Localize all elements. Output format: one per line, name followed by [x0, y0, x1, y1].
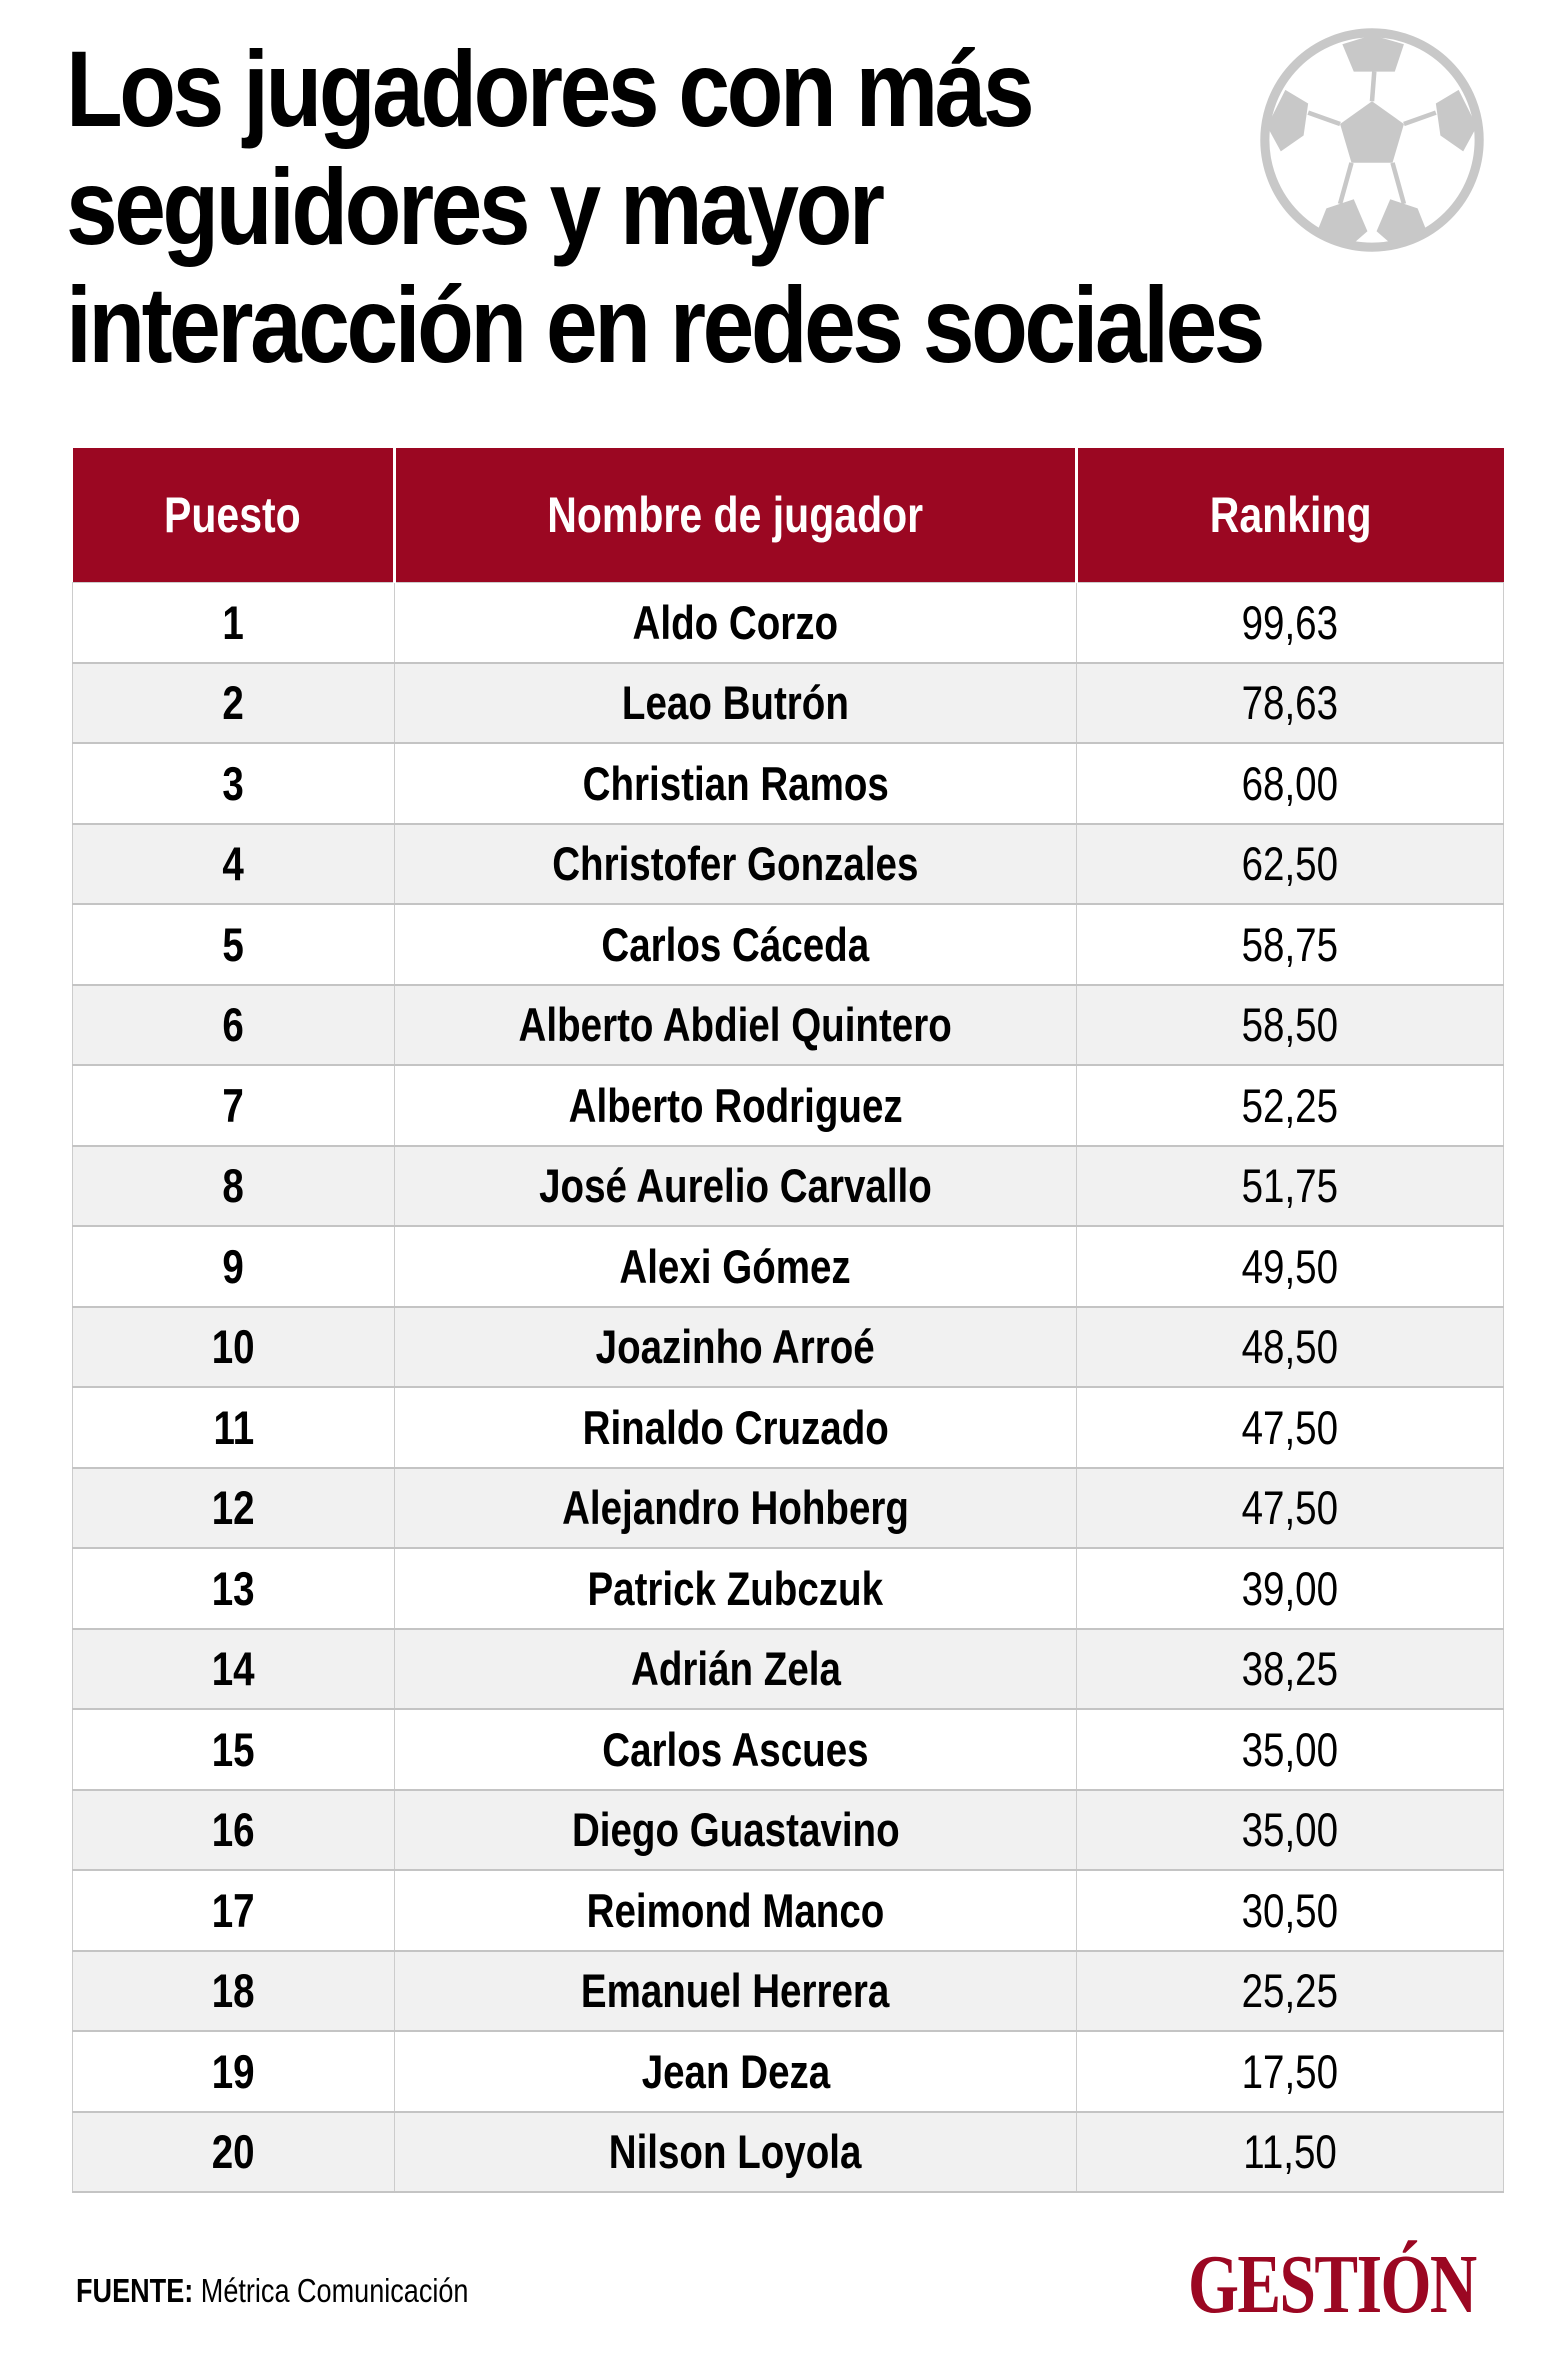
- position-cell: 7: [73, 1065, 395, 1146]
- table-row: [73, 583, 1504, 663]
- player-name-cell: Aldo Corzo: [395, 583, 1077, 663]
- ranking-cell: 58,75: [1077, 904, 1504, 985]
- table-row: [73, 2031, 1504, 2112]
- ranking-cell: 35,00: [1077, 1709, 1504, 1790]
- player-name-cell: Leao Butrón: [395, 663, 1077, 744]
- player-name-cell: Emanuel Herrera: [395, 1951, 1077, 2032]
- table-row: [73, 904, 1504, 985]
- soccer-ball-icon: [1258, 26, 1486, 254]
- page-title: [66, 30, 1266, 384]
- position-cell: 11: [73, 1387, 395, 1468]
- player-name-cell: Patrick Zubczuk: [395, 1548, 1077, 1629]
- table-row: [73, 663, 1504, 744]
- ranking-cell: 78,63: [1077, 663, 1504, 744]
- ranking-cell: 49,50: [1077, 1226, 1504, 1307]
- ranking-cell: 68,00: [1077, 743, 1504, 824]
- ranking-cell: 51,75: [1077, 1146, 1504, 1227]
- table-row: [73, 985, 1504, 1066]
- position-cell: 13: [73, 1548, 395, 1629]
- position-cell: 2: [73, 663, 395, 744]
- position-cell: 12: [73, 1468, 395, 1549]
- table-row: [73, 1065, 1504, 1146]
- table-row: [73, 1629, 1504, 1710]
- table-row: [73, 1226, 1504, 1307]
- table-row: [73, 1468, 1504, 1549]
- position-cell: 17: [73, 1870, 395, 1951]
- ranking-cell: 47,50: [1077, 1387, 1504, 1468]
- ranking-cell: 47,50: [1077, 1468, 1504, 1549]
- column-header-puesto: Puesto: [73, 448, 395, 583]
- table-row: [73, 743, 1504, 824]
- position-cell: 6: [73, 985, 395, 1066]
- ranking-cell: 99,63: [1077, 583, 1504, 663]
- table-row: [73, 824, 1504, 905]
- source-text: Métrica Comunicación: [200, 2272, 469, 2309]
- position-cell: 18: [73, 1951, 395, 2032]
- position-cell: 8: [73, 1146, 395, 1227]
- table-row: [73, 1387, 1504, 1468]
- ranking-cell: 62,50: [1077, 824, 1504, 905]
- position-cell: 9: [73, 1226, 395, 1307]
- ranking-cell: 52,25: [1077, 1065, 1504, 1146]
- player-name-cell: Christian Ramos: [395, 743, 1077, 824]
- player-name-cell: Jean Deza: [395, 2031, 1077, 2112]
- table-row: [73, 1307, 1504, 1388]
- player-name-cell: Alberto Abdiel Quintero: [395, 985, 1077, 1066]
- column-header-nombre: Nombre de jugador: [395, 448, 1077, 583]
- player-name-cell: Carlos Cáceda: [395, 904, 1077, 985]
- table-row: [73, 1709, 1504, 1790]
- ranking-cell: 25,25: [1077, 1951, 1504, 2032]
- table-row: [73, 1146, 1504, 1227]
- ranking-cell: 48,50: [1077, 1307, 1504, 1388]
- position-cell: 15: [73, 1709, 395, 1790]
- table-row: [73, 2112, 1504, 2193]
- player-name-cell: Nilson Loyola: [395, 2112, 1077, 2193]
- table-row: [73, 1951, 1504, 2032]
- table-header-row: [73, 448, 1504, 583]
- position-cell: 19: [73, 2031, 395, 2112]
- position-cell: 10: [73, 1307, 395, 1388]
- position-cell: 5: [73, 904, 395, 985]
- ranking-cell: 38,25: [1077, 1629, 1504, 1710]
- ranking-cell: 35,00: [1077, 1790, 1504, 1871]
- source-label: FUENTE:: [76, 2272, 194, 2309]
- player-name-cell: Alberto Rodriguez: [395, 1065, 1077, 1146]
- player-name-cell: Diego Guastavino: [395, 1790, 1077, 1871]
- ranking-cell: 30,50: [1077, 1870, 1504, 1951]
- player-name-cell: Alexi Gómez: [395, 1226, 1077, 1307]
- ranking-table: [72, 448, 1504, 2193]
- player-name-cell: Adrián Zela: [395, 1629, 1077, 1710]
- title-line: Los jugadores con más: [66, 28, 1032, 149]
- table-row: [73, 1870, 1504, 1951]
- position-cell: 16: [73, 1790, 395, 1871]
- ranking-cell: 58,50: [1077, 985, 1504, 1066]
- table-row: [73, 1790, 1504, 1871]
- title-line: interacción en redes sociales: [66, 264, 1263, 385]
- source-note: [76, 2272, 555, 2310]
- player-name-cell: José Aurelio Carvallo: [395, 1146, 1077, 1227]
- title-line: seguidores y mayor: [66, 146, 882, 267]
- ranking-cell: 11,50: [1077, 2112, 1504, 2193]
- player-name-cell: Rinaldo Cruzado: [395, 1387, 1077, 1468]
- position-cell: 3: [73, 743, 395, 824]
- position-cell: 1: [73, 583, 395, 663]
- position-cell: 20: [73, 2112, 395, 2193]
- player-name-cell: Christofer Gonzales: [395, 824, 1077, 905]
- table-row: [73, 1548, 1504, 1629]
- player-name-cell: Reimond Manco: [395, 1870, 1077, 1951]
- player-name-cell: Joazinho Arroé: [395, 1307, 1077, 1388]
- position-cell: 4: [73, 824, 395, 905]
- position-cell: 14: [73, 1629, 395, 1710]
- player-name-cell: Alejandro Hohberg: [395, 1468, 1077, 1549]
- gestion-logo: GESTIÓN: [1188, 2238, 1476, 2331]
- column-header-ranking: Ranking: [1077, 448, 1504, 583]
- ranking-cell: 17,50: [1077, 2031, 1504, 2112]
- ranking-cell: 39,00: [1077, 1548, 1504, 1629]
- player-name-cell: Carlos Ascues: [395, 1709, 1077, 1790]
